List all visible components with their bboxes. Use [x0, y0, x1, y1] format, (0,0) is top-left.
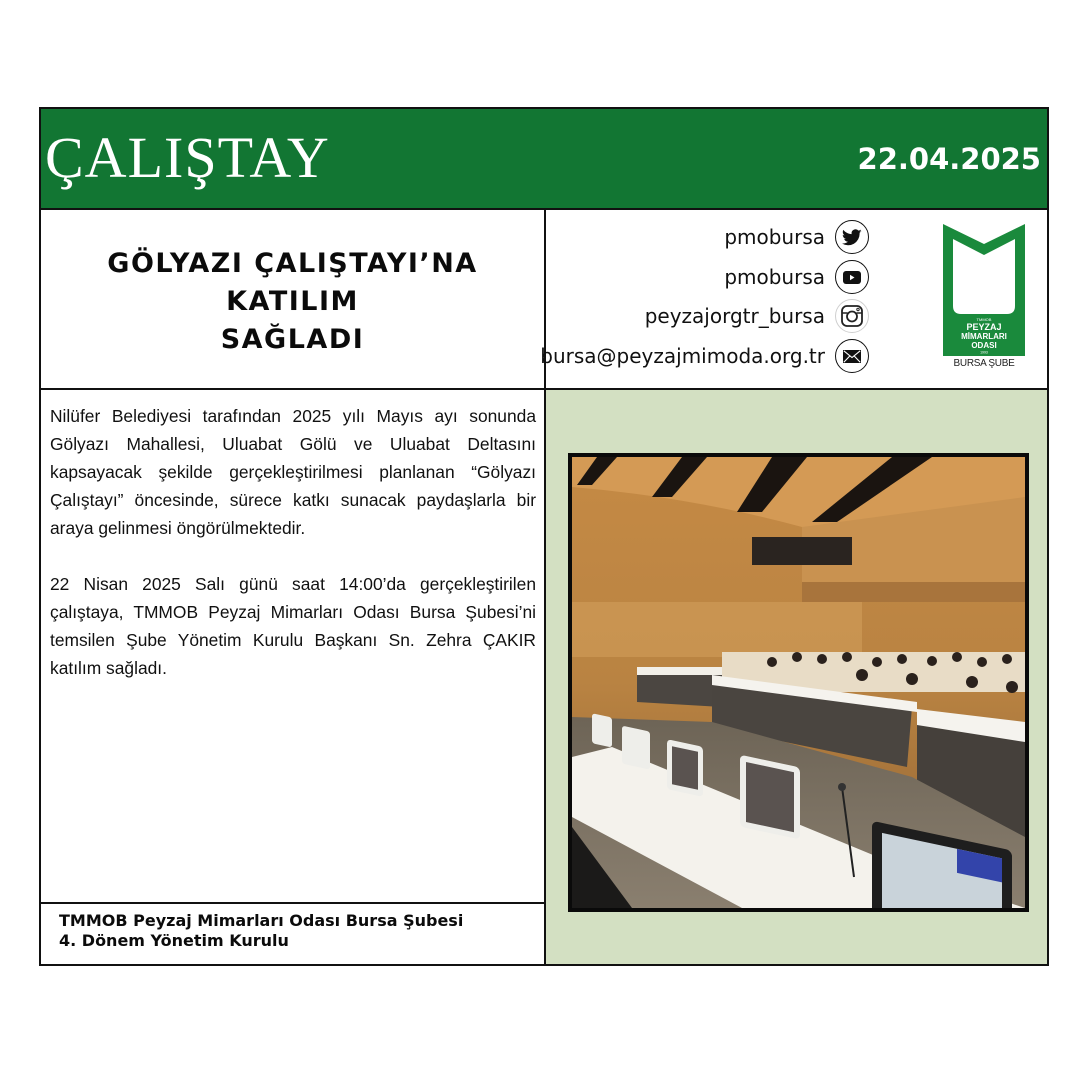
article-body — [50, 402, 536, 710]
footer-signature — [59, 911, 463, 951]
contact-label[interactable]: pmobursa — [724, 225, 825, 249]
paragraph-2: 22 Nisan 2025 Salı günü saat 14:00’da gerçekleştirilen çalıştaya, TMMOB Peyzaj Mimarları Odası Bursa Şubesi’ni temsilen Şube Yönetim Kurulu Başkanı Sn. Zehra ÇAKIR katılım sağladı. — [50, 574, 536, 678]
youtube-icon[interactable] — [835, 260, 869, 294]
contact-youtube[interactable] — [724, 258, 869, 296]
logo-caption: BURSA ŞUBE — [953, 358, 1015, 369]
contact-label[interactable]: bursa@peyzajmimoda.org.tr — [540, 344, 825, 368]
svg-text:MİMARLARI: MİMARLARI — [961, 332, 1007, 341]
headline-line-1: GÖLYAZI ÇALIŞTAYI’NA KATILIM — [107, 248, 478, 317]
twitter-icon[interactable] — [835, 220, 869, 254]
contact-email[interactable] — [540, 337, 869, 375]
paragraph-1: Nilüfer Belediyesi tarafından 2025 yılı Mayıs ayı sonunda Gölyazı Mahallesi, Uluabat Gölü ve Uluabat Deltasını kapsayacak şekilde gerçekleştirilmesi planlanan “Gölyazı Çalıştayı” öncesinde, sürece katkı sunacak paydaşlarla bir araya gelinmesi öngörülmektedir. — [50, 406, 536, 538]
conference-photo — [568, 453, 1029, 912]
header-date: 22.04.2025 — [857, 142, 1041, 176]
organization-logo — [941, 222, 1027, 376]
mail-icon[interactable] — [835, 339, 869, 373]
svg-text:PEYZAJ: PEYZAJ — [966, 322, 1002, 332]
contact-twitter[interactable] — [724, 218, 869, 256]
svg-text:TMMOB: TMMOB — [976, 317, 992, 322]
header-bar — [41, 109, 1047, 210]
conference-hall-image-icon — [572, 457, 1025, 908]
footer-line-1: TMMOB Peyzaj Mimarları Odası Bursa Şubesi — [59, 911, 464, 930]
svg-text:1993: 1993 — [980, 350, 988, 355]
svg-text:ODASI: ODASI — [971, 341, 997, 350]
logo-emblem-icon — [941, 222, 1027, 356]
poster-frame — [39, 107, 1049, 966]
photo-panel — [546, 390, 1047, 964]
contact-instagram[interactable] — [645, 297, 869, 335]
headline-text — [41, 239, 544, 359]
headline-line-2: SAĞLADI — [220, 324, 365, 355]
contact-label[interactable]: peyzajorgtr_bursa — [644, 304, 825, 328]
header-title: ÇALIŞTAY — [45, 125, 330, 190]
contact-label[interactable]: pmobursa — [724, 265, 825, 289]
footer-divider — [41, 902, 545, 904]
footer-line-2: 4. Dönem Yönetim Kurulu — [59, 931, 289, 950]
instagram-icon[interactable] — [835, 299, 869, 333]
headline — [41, 210, 544, 388]
